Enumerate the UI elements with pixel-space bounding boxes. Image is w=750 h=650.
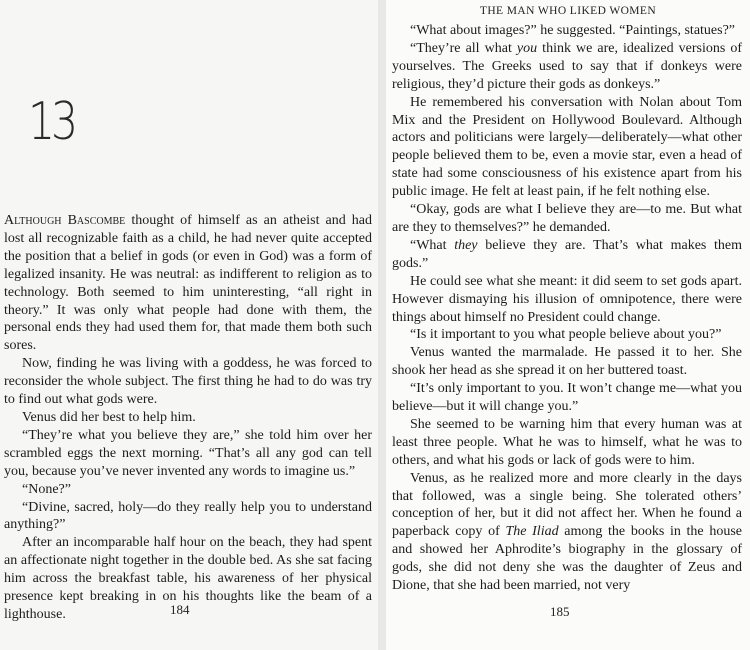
paragraph: “They’re what you believe they are,” she told him over her scrambled eggs the next morning. “That’s all any god can tell you, because you’ve never invented any words to imagine us.” [4,427,372,479]
paragraph: She seemed to be warning him that every human was at least three people. What he was to himself, what he was to others, and what his gods or lack of gods were to him. [392,416,742,468]
right-text-column [392,22,742,595]
paragraph: “None?” [22,481,71,497]
left-text-column [4,212,372,624]
text-run: among the books in the house and showed her Aphrodite’s biography in the glossary of gods, she did not deny she was the daughter of Zeus and Dione, that she had been married, not very [392,524,742,594]
paragraph: “What about images?” he suggested. “Paintings, statues?” [410,23,736,38]
paragraph: Venus did her best to help him. [22,409,196,425]
emphasis: you [516,40,538,56]
page-number-right: 185 [550,604,570,619]
running-head: THE MAN WHO LIKED WOMEN [479,5,657,17]
chapter-number: 13 [28,92,75,152]
paragraph [392,470,742,595]
paragraph: After an incomparable half hour on the beach, they had spent an affectionate night together in the double bed. As she sat facing him across the breakfast table, his awareness of her physical presence kept breaking in on his thoughts like the beam of a lighthouse. [4,535,372,622]
text-run: believe they are. That’s what makes them gods.” [392,237,743,271]
book-gutter [378,0,386,650]
page-number-left: 184 [170,602,190,617]
opening-paragraph [4,212,372,355]
paragraph: He could see what she meant: it did seem to set gods apart. However dismaying his illusion of omnipotence, there were things about himself no President could change. [392,273,742,325]
text-run: think we are, idealized versions of yourselves. The Greeks used to say that if donkeys were religious, they’d picture their gods as donkeys.” [392,40,743,92]
paragraph: “Is it important to you what people believe about you?” [410,327,722,343]
text-run: “What [410,237,455,253]
text-run: Venus, as he realized more and more clearly in the days that followed, was a single being. She tolerated others’ conception of her, but it did not affect her. When he found a paperback copy of [392,470,742,540]
paragraph: Now, finding he was living with a goddess, he was forced to reconsider the whole subject. The first thing he had to do was try to find out what gods were. [4,356,372,408]
paragraph: “It’s only important to you. It won’t change me—what you believe—but it will change you.” [392,381,742,415]
paragraph [392,40,742,94]
paragraph: “Okay, gods are what I believe they are—to me. But what are they to themselves?” he demanded. [392,202,742,235]
paragraph: He remembered his conversation with Nolan about Tom Mix and the President on Hollywood Boulevard. Although actors and politicians were largely—deliberately—what other people believed them to be, even a movie star, even a head of state had some consciousness of his existence apart from his public image. He felt at least pain, if he felt nothing else. [392,94,742,200]
right-page [386,0,750,650]
opening-small-caps: Although Bascombe [4,213,126,228]
text-run: “They’re all what [410,40,517,56]
emphasis: they [454,237,478,253]
paragraph [392,237,742,273]
paragraph: “Divine, sacred, holy—do they really help you to understand anything?” [4,499,372,533]
opening-text: thought of himself as an atheist and had lost all recognizable faith as a child, he had never quite accepted the position that a belief in gods (or even in God) was a form of legalized insanity. He was neutral: as indifferent to religion as to technology. Both seemed to him uninteresting, “all right in theory.” It was only what people had done with them, the personal ends they had used them for, that made them both such sores. [4,213,372,354]
paragraph: Venus wanted the marmalade. He passed it to her. She shook her head as she spread it on her buttered toast. [392,345,742,379]
emphasis: The Iliad [505,524,559,540]
